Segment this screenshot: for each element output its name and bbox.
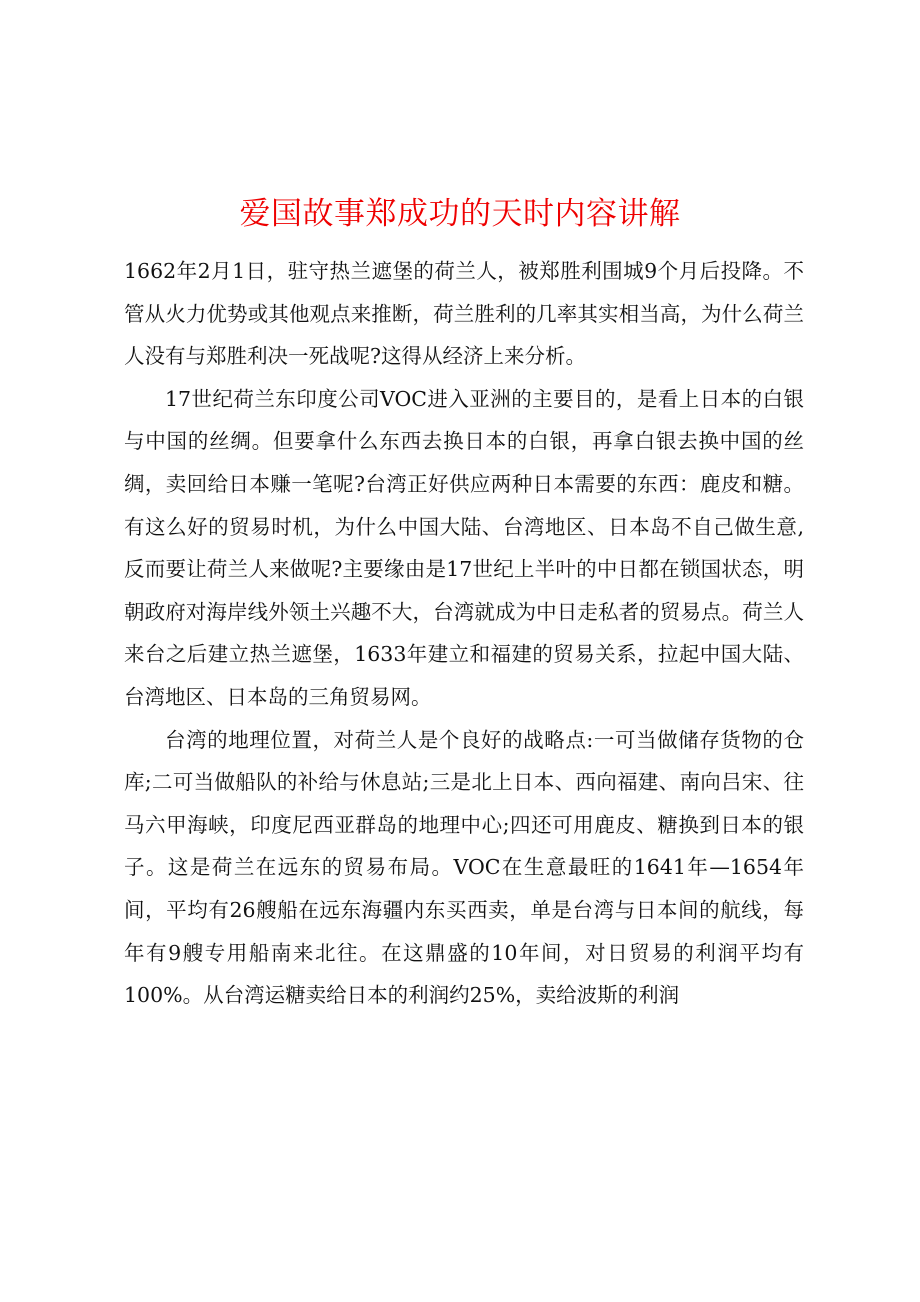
document-title: 爱国故事郑成功的天时内容讲解 <box>239 196 681 232</box>
document-body <box>124 250 804 1017</box>
paragraph-taiwan-strategy: 台湾的地理位置，对荷兰人是个良好的战略点:一可当做储存货物的仓库;二可当做船队的补给与休息站;三是北上日本、西向福建、南向吕宋、往马六甲海峡，印度尼西亚群岛的地理中心;四还可用鹿皮、糖换到日本的银子。这是荷兰在远东的贸易布局。VOC在生意最旺的1641年—1654年间，平均有26艘船在远东海疆内东买西卖，单是台湾与日本间的航线，每年有9艘专用船南来北往。在这鼎盛的10年间，对日贸易的利润平均有100%。从台湾运糖卖给日本的利润约25%，卖给波斯的利润 <box>124 727 804 1008</box>
paragraph-intro: 1662年2月1日，驻守热兰遮堡的荷兰人，被郑胜利围城9个月后投降。不管从火力优势或其他观点来推断，荷兰胜利的几率其实相当高，为什么荷兰人没有与郑胜利决一死战呢?这得从经济上来分析。 <box>124 259 804 369</box>
paragraph-voc-trade: 17世纪荷兰东印度公司VOC进入亚洲的主要目的，是看上日本的白银与中国的丝绸。但要拿什么东西去换日本的白银，再拿白银去换中国的丝绸，卖回给日本赚一笔呢?台湾正好供应两种日本需要的东西：鹿皮和糖。有这么好的贸易时机，为什么中国大陆、台湾地区、日本岛不自己做生意,反而要让荷兰人来做呢?主要缘由是17世纪上半叶的中日都在锁国状态，明朝政府对海岸线外领土兴趣不大，台湾就成为中日走私者的贸易点。荷兰人来台之后建立热兰遮堡，1633年建立和福建的贸易关系，拉起中国大陆、台湾地区、日本岛的三角贸易网。 <box>124 386 804 709</box>
